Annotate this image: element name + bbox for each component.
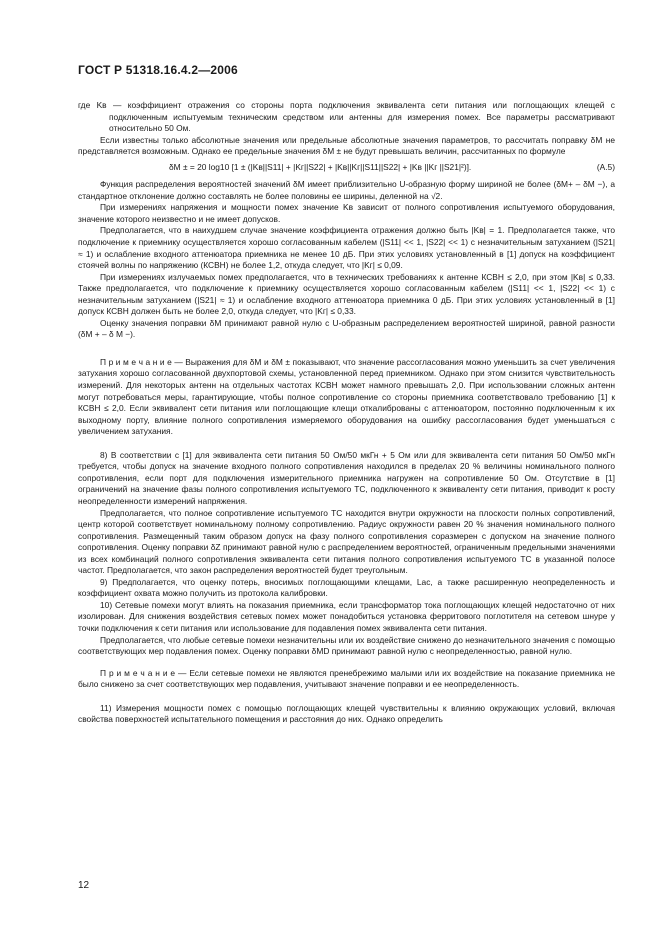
paragraph-absolute-values: Если известны только абсолютные значения или предельные абсолютные значения параметров, то рассчитать поправку δM не представляется возможным. Однако ее предельные значения δM ± не будут превышать величин, рассчитанных по формуле (78, 134, 615, 157)
formula-expression: δM ± = 20 log10 [1 ± (|Kв||S11| + |Kг||S22| + |Kв||Kг||S11||S22| + |Kв ||Kг ||S21|²)]. (169, 161, 472, 172)
paragraph-radiated: При измерениях излучаемых помех предполагается, что в технических требованиях к антенне КСВН ≤ 2,0, при этом |Kв| ≤ 0,33. Также предполагается, что подключение к приемнику осуществляется хорошо согласованным кабелем (|S11| << 1, |S22| << 1) с незначительным затуханием (|S21| ≈ 1) и ослабление входного аттенюатора приемника 0 дБ. При этих условиях установленный в [1] допуск КСВН должен быть не более 2,0, откуда следует, что |Kг| ≤ 0,33. (78, 271, 615, 317)
document-header: ГОСТ Р 51318.16.4.2—2006 (78, 63, 238, 77)
formula-a5 (78, 162, 615, 174)
note-mismatch: П р и м е ч а н и е — Выражения для δM и δM ± показывают, что значение рассогласования можно уменьшить за счет увеличения затухания хорошо согласованной двухпортовой схемы, установленной перед приемником. Однако при этом снизится чувствительность измерений. Для некоторых антенн на отдельных частотах КСВН может намного превышать 2,0. При использовании сложных антенн могут потребоваться меры, гарантирующие, чтобы полное сопротивление со стороны приемника соответствовало требованию [1] к КСВН ≤ 2,0. Если эквивалент сети питания или поглощающие клещи откалиброваны с аттенюатором, постоянно подключенным к их выходному порту, влияние полного сопротивления измеряемого оборудования на ошибку рассогласования будет уменьшаться с увеличением затухания. (78, 356, 615, 437)
paragraph-voltage-power: При измерениях напряжения и мощности помех значение Kв зависит от полного сопротивления испытуемого оборудования, значение которого неизвестно и не имеет допусков. (78, 202, 615, 224)
paragraph-estimate-dm: Оценку значения поправки δM принимают равной нулю с U-образным распределением вероятностей шириной, равной разности (δM + – δ M −). (78, 317, 615, 340)
paragraph-impedance-circle: Предполагается, что полное сопротивление испытуемого ТС находится внутри окружности на плоскости полных сопротивлений, центр которой соответствует номинальному полному сопротивлению. Радиус окружности равен 20 % значения номинального полного сопротивления. Размещенный таким образом допуск на фазу полного сопротивления соразмерен с допуском на значение полного сопротивления. Оценку поправки δZ принимают равной нулю с распределением вероятностей, ограниченным предельными значениями из всех комбинаций полного сопротивления эквивалента сети питания полного сопротивления испытуемого ТС в указанной полосе частот. Предполагается, что закон распределения вероятностей будет треугольным. (78, 507, 615, 576)
page-body (78, 100, 615, 726)
note-mains: П р и м е ч а н и е — Если сетевые помехи не являются пренебрежимо малыми или их воздействие на показание приемника не было снижено за счет соответствующих мер подавления, учитывают значение поправки и ее неопределенность. (78, 667, 615, 690)
paragraph-mains-interference: Предполагается, что любые сетевые помехи незначительны или их воздействие снижено до незначительного значения с помощью соответствующих мер подавления помех. Оценку поправки δMD принимают равной нулю с неопределенностью, равной нулю. (78, 634, 615, 657)
paragraph-worst-case: Предполагается, что в наихудшем случае значение коэффициента отражения должно быть |Kв| = 1. Предполагается также, что подключение к приемнику осуществляется хорошо согласованным кабелем (|S11| << 1, |S22| << 1) с незначительным затуханием (|S21| ≈ 1) и ослабление входного аттенюатора приемника не менее 10 дБ. При этих условиях установленный в [1] допуск на коэффициент стоячей волны по напряжению (КСВН) не более 1,2, откуда следует, что |Kг| ≤ 0,09. (78, 225, 615, 271)
formula-number: (А.5) (596, 161, 615, 172)
paragraph-distribution: Функция распределения вероятностей значений δM имеет приблизительно U-образную форму шириной не более (δM+ – δM −), а стандартное отклонение должно составлять не более половины ее ширины, деленной на √2. (78, 179, 615, 201)
footnote-11: 11) Измерения мощности помех с помощью поглощающих клещей чувствительны к влиянию окружающих условий, включая свойства поверхностей испытательного помещения и расстояния до них. Однако определить (78, 702, 615, 725)
footnote-8: 8) В соответствии с [1] для эквивалента сети питания 50 Ом/50 мкГн + 5 Ом или для эквивалента сети питания 50 Ом/50 мкГн требуется, чтобы допуск на значение входного полного сопротивления находился в пределах 20 % величины номинального полного сопротивления, если порт для подключения измерительного приемника нагружен на сопротивление 50 Ом. Отсутствие в [1] ограничений на значение фазы полного сопротивления испытуемого ТС, подключенного к эквиваленту сети питания, приводит к росту неопределенности измерений напряжения. (78, 449, 615, 506)
footnote-10: 10) Сетевые помехи могут влиять на показания приемника, если трансформатор тока поглощающих клещей недостаточно от них изолирован. Для снижения воздействия сетевых помех может понадобиться установка ферритового поглотителя на сетевом шнуре у точки подключения к сети питания или использование для подавления помех эквивалента сети питания. (78, 599, 615, 633)
page-number: 12 (78, 880, 90, 891)
formula-variable-definition: где Kв — коэффициент отражения со стороны порта подключения эквивалента сети питания или поглощающих клещей с подключенным испытуемым техническим средством или антенны для измерения помех. Все параметры рассматривают относительно 50 Ом. (78, 100, 615, 134)
footnote-9: 9) Предполагается, что оценку потерь, вносимых поглощающими клещами, Lac, а также расширенную неопределенность и коэффициент охвата можно получить из протокола калибровки. (78, 576, 615, 599)
